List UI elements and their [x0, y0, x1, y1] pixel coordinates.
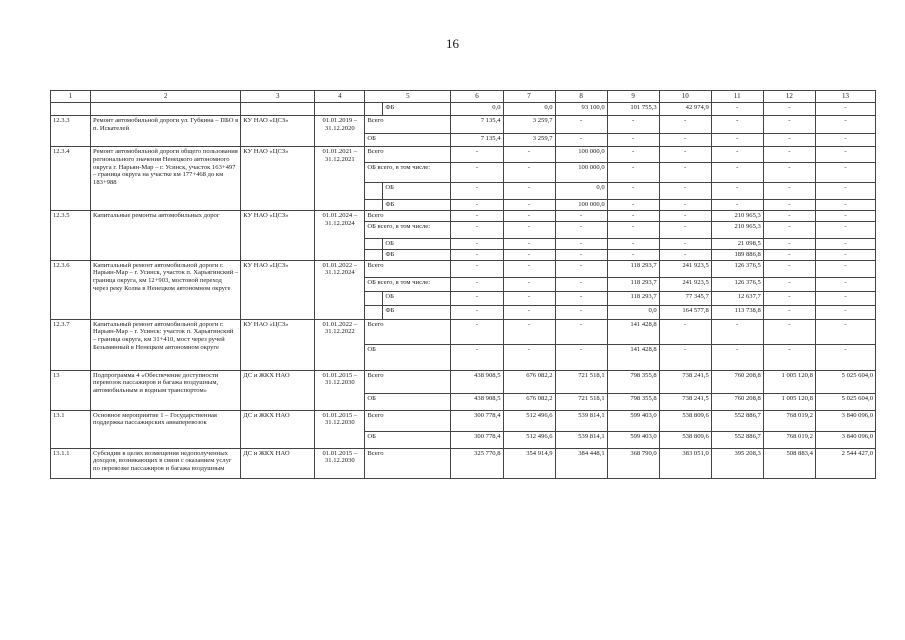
value-cell: - — [815, 277, 875, 291]
value-cell: - — [763, 116, 815, 134]
value-cell: - — [763, 200, 815, 211]
value-cell: - — [815, 163, 875, 183]
value-cell: - — [451, 163, 503, 183]
period: 01.01.2022 – 31.12.2024 — [315, 260, 365, 319]
value-cell: 383 051,0 — [659, 448, 711, 478]
header-cell: 8 — [555, 91, 607, 103]
value-cell: - — [815, 210, 875, 221]
value-cell: - — [503, 200, 555, 211]
header-cell: 5 — [365, 91, 451, 103]
value-cell: 0,0 — [607, 305, 659, 319]
value-cell: 77 345,7 — [659, 291, 711, 305]
table-row — [51, 210, 876, 221]
value-cell: - — [555, 319, 607, 344]
value-cell: - — [607, 221, 659, 238]
value-cell: 552 886,7 — [711, 410, 763, 431]
value-cell: - — [607, 238, 659, 249]
item-name: Капитальные ремонты автомобильных дорог — [91, 210, 241, 260]
header-row — [51, 91, 876, 103]
value-cell: 676 082,2 — [503, 370, 555, 393]
item-code: 12.3.6 — [51, 260, 91, 319]
value-cell: 512 496,6 — [503, 431, 555, 448]
funding-source: ФБ — [383, 305, 451, 319]
value-cell: 1 005 120,8 — [763, 370, 815, 393]
value-cell: 508 883,4 — [763, 448, 815, 478]
funding-source: ОБ — [365, 393, 451, 410]
indent-spacer — [365, 200, 383, 211]
item-code — [51, 103, 91, 116]
value-cell: 118 293,7 — [607, 291, 659, 305]
value-cell: - — [659, 210, 711, 221]
value-cell: - — [451, 344, 503, 370]
value-cell: 241 923,5 — [659, 260, 711, 277]
value-cell: - — [503, 260, 555, 277]
responsible: ДС и ЖКХ НАО — [241, 370, 315, 410]
value-cell: - — [607, 249, 659, 260]
value-cell: - — [815, 200, 875, 211]
value-cell: - — [555, 344, 607, 370]
item-name: Капитальный ремонт автомобильной дороги г. Нарьян-Мар – г. Усинск: участок п. Харьягинский – граница округа, км 31+410, мост через ручей Безымянный в Ненецком автономном округе — [91, 319, 241, 370]
value-cell: - — [815, 238, 875, 249]
period: 01.01.2024 – 31.12.2024 — [315, 210, 365, 260]
responsible: ДС и ЖКХ НАО — [241, 410, 315, 448]
value-cell: 101 755,3 — [607, 103, 659, 116]
value-cell: - — [815, 319, 875, 344]
value-cell: - — [659, 147, 711, 163]
header-cell: 2 — [91, 91, 241, 103]
value-cell: - — [815, 116, 875, 134]
indent-spacer — [365, 291, 383, 305]
value-cell: 0,0 — [503, 103, 555, 116]
value-cell: 760 208,8 — [711, 393, 763, 410]
value-cell: - — [763, 277, 815, 291]
item-code: 13.1.1 — [51, 448, 91, 478]
value-cell: - — [763, 134, 815, 147]
value-cell: 384 448,1 — [555, 448, 607, 478]
value-cell: 113 738,8 — [711, 305, 763, 319]
indent-spacer — [365, 103, 383, 116]
funding-source: Всего — [365, 116, 451, 134]
value-cell: - — [763, 291, 815, 305]
value-cell: 300 778,4 — [451, 410, 503, 431]
value-cell: - — [659, 249, 711, 260]
value-cell: - — [711, 103, 763, 116]
value-cell: - — [503, 344, 555, 370]
value-cell: 539 814,1 — [555, 431, 607, 448]
value-cell: - — [763, 147, 815, 163]
value-cell: - — [607, 116, 659, 134]
responsible: КУ НАО «ЦСЗ» — [241, 260, 315, 319]
value-cell: - — [763, 305, 815, 319]
value-cell: - — [503, 305, 555, 319]
value-cell: 241 923,5 — [659, 277, 711, 291]
value-cell: 5 025 604,0 — [815, 393, 875, 410]
header-cell: 3 — [241, 91, 315, 103]
value-cell: 438 908,5 — [451, 393, 503, 410]
funding-source: ОБ — [365, 431, 451, 448]
value-cell: 2 544 427,0 — [815, 448, 875, 478]
header-cell: 12 — [763, 91, 815, 103]
table-row — [51, 319, 876, 344]
value-cell: 599 403,0 — [607, 431, 659, 448]
value-cell: 7 135,4 — [451, 134, 503, 147]
item-name: Ремонт автомобильной дороги общего пользования регионального значения Ненецкого автономного округа г. Нарьян-Мар – г. Усинск, участок 163+497 – граница округа на участке км 177+468 до км 183+988 — [91, 147, 241, 211]
funding-source: Всего — [365, 210, 451, 221]
value-cell: - — [711, 183, 763, 200]
responsible: КУ НАО «ЦСЗ» — [241, 147, 315, 211]
period: 01.01.2015 – 31.12.2030 — [315, 410, 365, 448]
value-cell: 721 518,1 — [555, 393, 607, 410]
value-cell: 738 241,5 — [659, 393, 711, 410]
header-cell: 6 — [451, 91, 503, 103]
value-cell: - — [659, 134, 711, 147]
table-row — [51, 147, 876, 163]
value-cell: - — [451, 319, 503, 344]
value-cell: 141 428,8 — [607, 319, 659, 344]
value-cell: - — [815, 291, 875, 305]
funding-source: Всего — [365, 410, 451, 431]
value-cell: - — [555, 134, 607, 147]
value-cell: - — [451, 249, 503, 260]
funding-source: ФБ — [383, 103, 451, 116]
value-cell: - — [451, 277, 503, 291]
item-name: Капитальный ремонт автомобильной дороги г. Нарьян-Мар – г. Усинск, участок п. Харьягинский – граница округа, км 12+903, мостовой переход через реку Колва в Ненецком автономном округе — [91, 260, 241, 319]
header-cell: 9 — [607, 91, 659, 103]
responsible: КУ НАО «ЦСЗ» — [241, 210, 315, 260]
value-cell: 300 778,4 — [451, 431, 503, 448]
value-cell: 325 770,8 — [451, 448, 503, 478]
value-cell: - — [503, 249, 555, 260]
responsible — [241, 103, 315, 116]
value-cell: - — [659, 163, 711, 183]
value-cell: - — [451, 147, 503, 163]
funding-source: Всего — [365, 147, 451, 163]
value-cell: - — [451, 221, 503, 238]
value-cell: 3 840 096,0 — [815, 410, 875, 431]
value-cell: - — [451, 291, 503, 305]
table-row — [51, 448, 876, 478]
value-cell: 118 293,7 — [607, 260, 659, 277]
value-cell: 210 965,3 — [711, 221, 763, 238]
value-cell: - — [711, 134, 763, 147]
value-cell: 512 496,6 — [503, 410, 555, 431]
value-cell: - — [659, 200, 711, 211]
value-cell: - — [503, 210, 555, 221]
header-cell: 11 — [711, 91, 763, 103]
value-cell: - — [815, 249, 875, 260]
value-cell: - — [711, 163, 763, 183]
value-cell: - — [555, 210, 607, 221]
item-code: 13 — [51, 370, 91, 410]
value-cell: 100 000,0 — [555, 147, 607, 163]
value-cell: - — [711, 200, 763, 211]
value-cell: 354 914,9 — [503, 448, 555, 478]
value-cell: - — [763, 319, 815, 344]
value-cell: 21 098,5 — [711, 238, 763, 249]
item-code: 12.3.5 — [51, 210, 91, 260]
value-cell: 3 259,7 — [503, 116, 555, 134]
value-cell: - — [503, 183, 555, 200]
value-cell: - — [503, 221, 555, 238]
value-cell: - — [451, 183, 503, 200]
table-row — [51, 370, 876, 393]
value-cell: 42 974,9 — [659, 103, 711, 116]
value-cell: - — [555, 277, 607, 291]
value-cell: 100 000,0 — [555, 200, 607, 211]
value-cell: 210 965,3 — [711, 210, 763, 221]
item-name — [91, 103, 241, 116]
value-cell: - — [555, 291, 607, 305]
value-cell: 0,0 — [555, 183, 607, 200]
value-cell: 7 135,4 — [451, 116, 503, 134]
value-cell: - — [659, 344, 711, 370]
value-cell: - — [815, 260, 875, 277]
value-cell: - — [451, 238, 503, 249]
value-cell: - — [815, 147, 875, 163]
period: 01.01.2019 – 31.12.2020 — [315, 116, 365, 147]
value-cell: 368 790,0 — [607, 448, 659, 478]
value-cell: 3 840 096,0 — [815, 431, 875, 448]
value-cell: - — [503, 277, 555, 291]
value-cell: - — [607, 147, 659, 163]
value-cell: - — [711, 116, 763, 134]
header-cell: 4 — [315, 91, 365, 103]
value-cell: 141 428,8 — [607, 344, 659, 370]
item-code: 13.1 — [51, 410, 91, 448]
indent-spacer — [365, 305, 383, 319]
indent-spacer — [365, 238, 383, 249]
value-cell: - — [763, 221, 815, 238]
funding-source: ОБ — [365, 134, 451, 147]
value-cell: 552 886,7 — [711, 431, 763, 448]
item-name: Ремонт автомобильной дороги ул. Губкина – ПБО в п. Искателей — [91, 116, 241, 147]
value-cell: - — [607, 134, 659, 147]
value-cell: - — [815, 344, 875, 370]
value-cell: 126 376,5 — [711, 277, 763, 291]
funding-source: ОБ — [383, 238, 451, 249]
value-cell: - — [659, 116, 711, 134]
funding-source: Всего — [365, 448, 451, 478]
value-cell: - — [555, 305, 607, 319]
value-cell: 126 376,5 — [711, 260, 763, 277]
value-cell: - — [503, 147, 555, 163]
value-cell: - — [763, 344, 815, 370]
funding-source: ОБ всего, в том числе: — [365, 221, 451, 238]
value-cell: - — [607, 210, 659, 221]
value-cell: - — [815, 183, 875, 200]
value-cell: - — [815, 134, 875, 147]
value-cell: 438 908,5 — [451, 370, 503, 393]
value-cell: - — [711, 147, 763, 163]
item-name: Подпрограмма 4 «Обеспечение доступности перевозок пассажиров и багажа воздушным, автомобильным и водным транспортом» — [91, 370, 241, 410]
value-cell: 539 814,1 — [555, 410, 607, 431]
funding-source: Всего — [365, 260, 451, 277]
funding-source: ОБ — [383, 183, 451, 200]
budget-table — [50, 90, 876, 479]
header-cell: 13 — [815, 91, 875, 103]
value-cell: 538 809,6 — [659, 431, 711, 448]
table-row — [51, 103, 876, 116]
value-cell: - — [711, 344, 763, 370]
value-cell: 0,0 — [451, 103, 503, 116]
value-cell: - — [555, 238, 607, 249]
value-cell: 768 019,2 — [763, 431, 815, 448]
value-cell: 676 082,2 — [503, 393, 555, 410]
value-cell: - — [763, 238, 815, 249]
table-row — [51, 116, 876, 134]
indent-spacer — [365, 183, 383, 200]
item-code: 12.3.4 — [51, 147, 91, 211]
header-cell: 10 — [659, 91, 711, 103]
value-cell: - — [503, 238, 555, 249]
value-cell: 395 208,3 — [711, 448, 763, 478]
responsible: КУ НАО «ЦСЗ» — [241, 116, 315, 147]
funding-source: ФБ — [383, 249, 451, 260]
table-row — [51, 260, 876, 277]
value-cell: 798 355,8 — [607, 393, 659, 410]
value-cell: - — [815, 305, 875, 319]
value-cell: 738 241,5 — [659, 370, 711, 393]
item-code: 12.3.7 — [51, 319, 91, 370]
period: 01.01.2022 – 31.12.2022 — [315, 319, 365, 370]
value-cell: - — [451, 260, 503, 277]
value-cell: - — [815, 103, 875, 116]
value-cell: - — [659, 238, 711, 249]
value-cell: - — [503, 319, 555, 344]
value-cell: - — [763, 249, 815, 260]
value-cell: - — [607, 200, 659, 211]
value-cell: 5 025 604,0 — [815, 370, 875, 393]
responsible: ДС и ЖКХ НАО — [241, 448, 315, 478]
funding-source: ОБ — [383, 291, 451, 305]
value-cell: 538 809,6 — [659, 410, 711, 431]
value-cell: - — [763, 163, 815, 183]
table-row — [51, 410, 876, 431]
header-cell: 1 — [51, 91, 91, 103]
value-cell: 118 293,7 — [607, 277, 659, 291]
value-cell: 1 005 120,8 — [763, 393, 815, 410]
header-cell: 7 — [503, 91, 555, 103]
value-cell: 93 100,0 — [555, 103, 607, 116]
value-cell: 12 637,7 — [711, 291, 763, 305]
item-name: Основное мероприятие 1 – Государственная поддержка пассажирских авиаперевозок — [91, 410, 241, 448]
value-cell: - — [763, 260, 815, 277]
value-cell: 100 000,0 — [555, 163, 607, 183]
value-cell: - — [711, 319, 763, 344]
value-cell: 798 355,8 — [607, 370, 659, 393]
value-cell: - — [451, 200, 503, 211]
value-cell: - — [555, 221, 607, 238]
value-cell: - — [503, 163, 555, 183]
value-cell: 768 019,2 — [763, 410, 815, 431]
period: 01.01.2021 – 31.12.2021 — [315, 147, 365, 211]
value-cell: 760 208,8 — [711, 370, 763, 393]
value-cell: - — [763, 210, 815, 221]
period: 01.01.2015 – 31.12.2030 — [315, 448, 365, 478]
item-name: Субсидии в целях возмещения недополученных доходов, возникающих в связи с оказанием услуг по перевозке пассажиров и багажа воздушным — [91, 448, 241, 478]
page-number: 16 — [446, 36, 459, 51]
period: 01.01.2015 – 31.12.2030 — [315, 370, 365, 410]
value-cell: - — [763, 103, 815, 116]
responsible: КУ НАО «ЦСЗ» — [241, 319, 315, 370]
value-cell: - — [659, 319, 711, 344]
value-cell: - — [555, 116, 607, 134]
funding-source: ОБ всего, в том числе: — [365, 163, 451, 183]
funding-source: ОБ — [365, 344, 451, 370]
item-code: 12.3.3 — [51, 116, 91, 147]
value-cell: - — [607, 163, 659, 183]
value-cell: - — [659, 183, 711, 200]
value-cell: 3 259,7 — [503, 134, 555, 147]
value-cell: 189 886,8 — [711, 249, 763, 260]
value-cell: - — [555, 249, 607, 260]
period — [315, 103, 365, 116]
value-cell: - — [451, 305, 503, 319]
funding-source: Всего — [365, 319, 451, 344]
value-cell: - — [555, 260, 607, 277]
value-cell: 599 403,0 — [607, 410, 659, 431]
value-cell: - — [503, 291, 555, 305]
funding-source: Всего — [365, 370, 451, 393]
funding-source: ОБ всего, в том числе: — [365, 277, 451, 291]
value-cell: - — [815, 221, 875, 238]
funding-source: ФБ — [383, 200, 451, 211]
indent-spacer — [365, 249, 383, 260]
value-cell: 721 518,1 — [555, 370, 607, 393]
value-cell: - — [659, 221, 711, 238]
value-cell: - — [763, 183, 815, 200]
value-cell: - — [451, 210, 503, 221]
value-cell: - — [607, 183, 659, 200]
value-cell: 164 577,8 — [659, 305, 711, 319]
